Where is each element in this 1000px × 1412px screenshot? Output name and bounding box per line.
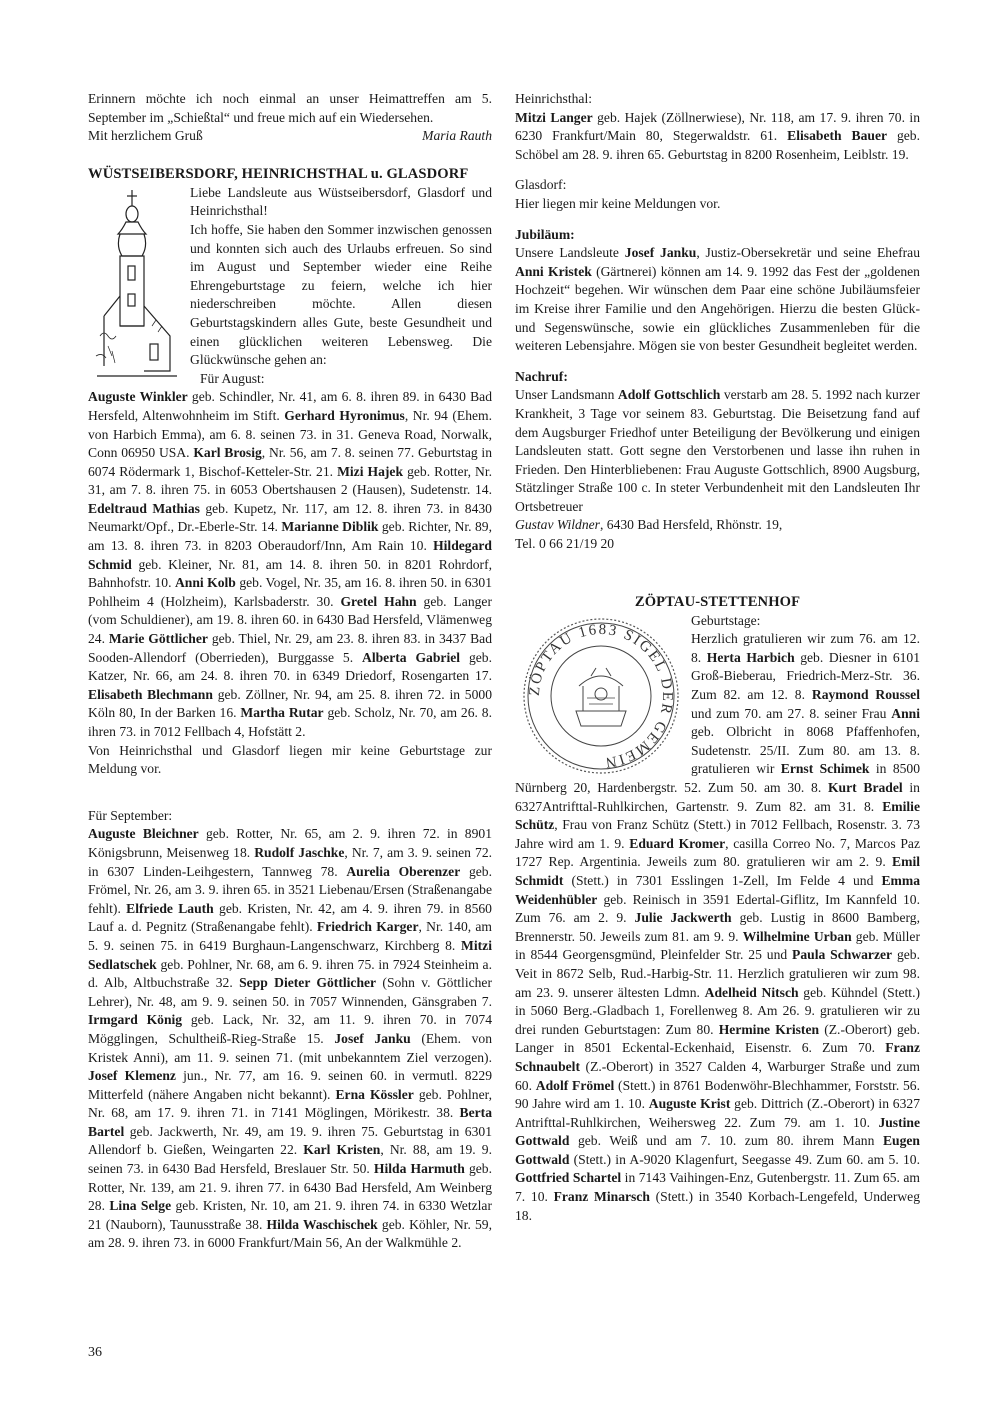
entry-text: (Stett.) in A-9020 Klagenfurt, Seegasse 49. Zum 60. am 5. 10.: [569, 1151, 920, 1167]
person-name: Erna Kössler: [335, 1086, 414, 1102]
entry-text: geb. Kleiner, Nr. 81, am 14. 8. ihren 50. in 8201 Rohrdorf, Bahnhofstr. 10.: [88, 556, 492, 591]
person-name: Paula Schwarzer: [792, 947, 893, 963]
nachruf-text: [515, 386, 920, 516]
seal-stamp-icon: [521, 616, 681, 776]
person-name: Elisabeth Bauer: [787, 128, 888, 144]
heinrichsthal-heading: Heinrichsthal:: [515, 91, 593, 106]
person-name: Alberta Gabriel: [362, 649, 461, 665]
person-name: Mitzi Sedlatschek: [88, 937, 492, 972]
person-name: Gretel Hahn: [340, 593, 417, 609]
author-phone: Tel. 0 66 21/19 20: [515, 536, 615, 552]
closing: Mit herzlichem Gruß: [88, 128, 203, 144]
person-name: Aurelia Oberenzer: [346, 863, 461, 879]
person-name: Ernst Schimek: [780, 761, 870, 777]
entry-text: , casilla Correo No. 7, Marcos Paz 1727 Rep. Argentinia. Jeweils zum 80. gratulieren wir am 2. 9.: [515, 835, 920, 870]
person-name: Mitzi Langer: [515, 109, 593, 125]
entry-text: geb. Kristen, Nr. 42, am 4. 9. ihren 79. in 8560 Lauf a. d. Pegnitz (Straßenangabe fehlt).: [88, 900, 492, 935]
entry-text: geb. Thiel, Nr. 29, am 23. 8. ihren 83. in 3437 Bad Sooden-Allendorf (Oberrieden), Burggasse 5.: [88, 631, 492, 665]
entry-text: geb. Richter, Nr. 89, am 13. 8. ihren 73. in 8203 Oberaudorf/Inn, Am Rain 10.: [88, 519, 492, 554]
entry-text: (Ehem. von Kristek Anni), am 11. 9. seinen 71. (mit unbekanntem Ziel verzogen).: [88, 1030, 492, 1065]
entry-text: geb. Schöbel am 28. 9. ihren 65. Geburtstag in 8200 Rosenheim, Leiblstr. 19.: [515, 128, 920, 162]
jubilaeum-heading: Jubiläum:: [515, 226, 575, 242]
entry-text: geb. Hajek (Zöllnerwiese), Nr. 118, am 17. 9. ihren 70. in 6230 Frankfurt/Main 80, Stegerwaldstr. 61.: [515, 109, 920, 144]
entry-text: (Sohn v. Göttlicher Lehrer), Nr. 48, am 9. 9. seinen 50. in 7057 Winnenden, Gänsgraben 7.: [88, 975, 492, 1009]
entry-text: geb. Diesner in 6101 Groß-Bieberau, Friedrich-Merz-Str. 36. Zum 82. am 12. 8.: [691, 649, 921, 703]
person-name: Anni: [891, 705, 920, 721]
author-address: , 6430 Bad Hersfeld, Rhönstr. 19,: [599, 517, 783, 533]
person-name: Friedrich Karger: [316, 919, 419, 935]
left-column: [88, 90, 492, 1253]
person-name: Sepp Dieter Göttlicher: [239, 975, 377, 991]
person-name: Hildegard Schmid: [88, 538, 492, 572]
entry-text: (Stett.) in 8761 Bodenwöhr-Blechhammer, Forststr. 56. 90 Jahre wird am 1. 10.: [515, 1077, 920, 1112]
entry-text: geb. Dittrich (Z.-Oberort) in 6327 Antrifttal-Ruhlkirchen, Weihersweg 22. Zum 79. am 1. 10.: [515, 1096, 920, 1130]
entry-text: geb. Kristen, Nr. 10, am 21. 9. ihren 74. in 6330 Wetzlar 21 (Nauborn), Taunusstraße 38.: [88, 1198, 492, 1232]
person-name: Edeltraud Mathias: [88, 500, 200, 516]
entry-text: geb. Lack, Nr. 32, am 11. 9. ihren 70. in 7074 Mögglingen, Schultheiß-Rieg-Straße 15.: [88, 1012, 492, 1046]
entry-text: , Nr. 94 (Ehem. von Harbich Emma), am 6. 8. seinen 73. in 31. Geneva Road, Norwalk, Conn 06950 USA.: [88, 407, 492, 461]
entry-text: Herzlich gratulieren wir zum 76. am 12. 8.: [691, 631, 920, 665]
right-column: [515, 90, 920, 1225]
entry-text: geb. Lustig in 8600 Bamberg, Brennerstr. 50. Jeweils zum 81. am 9. 9.: [515, 910, 920, 944]
person-name: Gerhard Hyronimus: [284, 407, 405, 423]
greeting: Liebe Landsleute aus Wüstseibersdorf, Glasdorf und Heinrichsthal!: [190, 184, 492, 219]
person-name: Lina Selge: [109, 1198, 172, 1214]
person-name: Justine Gottwald: [515, 1114, 920, 1149]
entry-text: geb. Frömel, Nr. 26, am 3. 9. ihren 65. in 3521 Liebenau/Ersen (Straßenangabe fehlt).: [88, 863, 492, 916]
entry-text: geb. Reinisch in 3591 Edertal-Giflitz, Im Kannfeld 10. Zum 76. am 2. 9.: [515, 891, 920, 926]
person-name: Josef Klemenz: [88, 1068, 176, 1084]
entry-text: geb. Rotter, Nr. 65, am 2. 9. ihren 72. in 8901 Königsbrunn, Meisenweg 18.: [88, 826, 492, 860]
person-name: Mizi Hajek: [337, 463, 404, 479]
person-name: Marie Göttlicher: [108, 631, 208, 647]
entry-text: (Stett.) in 7301 Esslingen 1-Zell, Im Felde 4 und: [563, 872, 882, 888]
september-heading: Für September:: [88, 807, 173, 823]
person-name: Anni Kolb: [174, 575, 236, 591]
intro-text: Ich hoffe, Sie haben den Sommer inzwischen genossen und konnten sich auch des Urlaubs erfreuen. So sind im August und September wieder eine Reihe Ehrengeburtstage zu feiern, welche ich hier niederschreiben möchte. Allen diesen Geburtstagskindern alles Gute, beste Gesundheit und einen glücklichen weiteren Lebensweg. Die Glückwünsche gehen an:: [190, 221, 492, 368]
entry-text: geb. Veit in 8672 Selb, Rud.-Harbig-Str. 11. Herzlich gratulieren wir zum 98. am 23. 9. unserer ältesten Ldmn.: [515, 947, 920, 1000]
person-name: Elfriede Lauth: [126, 900, 214, 916]
jubilaeum-name-1: Josef Janku: [624, 245, 697, 261]
entry-text: geb. Rotter, Nr. 31, am 7. 8. ihren 75. in 6053 Obertshausen 2 (Hausen), Sudetenstr. 14.: [88, 463, 492, 498]
signature: Maria Rauth: [422, 128, 492, 144]
person-name: Emma Weidenhübler: [515, 872, 920, 907]
entry-text: geb. Kühndel (Stett.) in 5060 Berg.-Gladbach 1, Forellenweg 8. Am 26. 9. gratulieren wir zu drei runden Geburtstagen: Zum 80.: [515, 984, 920, 1037]
person-name: Gottfried Schartel: [515, 1170, 622, 1186]
entry-text: geb. Rotter, Nr. 139, am 21. 9. ihren 77. in 6430 Bad Hersfeld, Am Weinberg 28.: [88, 1161, 492, 1214]
person-name: Hermine Kristen: [718, 1021, 820, 1037]
entry-text: geb. Katzer, Nr. 66, am 24. 8. ihren 70. in 6349 Driedorf, Rosengarten 17.: [88, 649, 492, 684]
nachruf-t2: verstarb am 28. 5. 1992 nach kurzer Krankheit, 3 Tage vor seinem 83. Geburtstag. Die Beisetzung fand auf dem Augsburger Friedhof unter Beteiligung der Bevölkerung und einigen Landsleuten statt. Gott segne den Verstorbenen und lasse ihn ruhen in Frieden. Den Hinterbliebenen: Frau Auguste Gottschlich, 8900 Augsburg, Stätzlinger Straße 100 c. In steter Verbundenheit mit den Landsleuten Ihr Ortsbetreuer: [515, 387, 920, 514]
entry-text: (Z.-Oberort) in 3527 Calden 4, Warburger Straße und zum 60.: [515, 1058, 920, 1093]
person-name: Irmgard König: [88, 1012, 183, 1028]
heinrichsthal-entries: [515, 109, 920, 165]
zoeptau-title: ZÖPTAU-STETTENHOF: [634, 593, 801, 610]
person-name: Karl Brosig: [193, 445, 262, 461]
person-name: Auguste Winkler: [88, 389, 188, 405]
entry-text: , Nr. 56, am 7. 8. seinen 77. Geburtstag in 6074 Rödermark 1, Bischof-Ketteler-Str. 21.: [88, 445, 492, 479]
person-name: Martha Rutar: [240, 705, 324, 721]
entry-text: geb. Kupetz, Nr. 117, am 12. 8. ihren 73. in 8430 Neumarkt/Opf., Dr.-Eberle-Str. 14.: [88, 500, 492, 535]
person-name: Adelheid Nitsch: [704, 984, 799, 1000]
svg-text:ZÖPTAU 1683 SIGEL DER GEMEIN: ZÖPTAU 1683 SIGEL DER GEMEIN: [526, 621, 676, 770]
entry-text: geb. Vogel, Nr. 35, am 16. 8. ihren 50. in 6301 Pohlheim 4 (Holzheim), Karlsbaderstr. 30.: [88, 575, 492, 609]
entry-text: (Z.-Oberort) geb. Langer in 8501 Eckental-Eckenhaid, Eisenstr. 6. Zum 70.: [515, 1021, 920, 1056]
person-name: Herta Harbich: [706, 649, 795, 665]
person-name: Auguste Bleichner: [88, 826, 199, 842]
person-name: Adolf Frömel: [535, 1077, 615, 1093]
august-heading: Für August:: [200, 370, 265, 386]
entry-text: geb. Pohlner, Nr. 68, am 6. 9. ihren 75. in 7924 Steinheim a. d. Alb, Altbuchstraße 32.: [88, 956, 492, 991]
author-line: [515, 516, 920, 535]
entry-text: geb. Weiß und am 7. 10. zum 80. ihrem Mann: [569, 1133, 883, 1149]
nachruf-t1: Unser Landsmann: [515, 387, 618, 403]
entry-text: , Nr. 88, am 19. 9. seinen 73. in 6430 Bad Hersfeld, Breslauer Str. 50.: [88, 1142, 492, 1177]
entry-text: in 6327Antrifttal-Ruhlkirchen, Gartenstr. 9. Zum 82. am 31. 8.: [515, 780, 920, 814]
person-name: Auguste Krist: [648, 1096, 731, 1112]
section-title: WÜSTSEIBERSDORF, HEINRICHSTHAL u. GLASDORF: [88, 165, 469, 182]
nachruf-heading: Nachruf:: [515, 368, 568, 384]
entry-text: und zum 70. am 27. 8. seiner Frau: [691, 705, 892, 721]
entry-text: geb. Scholz, Nr. 70, am 26. 8. ihren 73. in 7012 Fellbach 4, Hofstätt 2.: [88, 705, 492, 739]
entry-text: geb. Olbricht in 8068 Pfaffenhofen, Sudetenstr. 25/II. Zum 80. am 13. 8. gratulieren wir: [691, 724, 920, 777]
intro-paragraph: Erinnern möchte ich noch einmal an unser Heimattreffen am 5. September im „Schießtal“ und freue mich auf ein Wiedersehen.: [88, 91, 492, 125]
person-name: Elisabeth Blechmann: [88, 686, 213, 702]
person-name: Karl Kristen: [303, 1142, 381, 1158]
jubilaeum-text: [515, 244, 920, 356]
person-name: Emil Schmidt: [515, 854, 920, 888]
person-name: Franz Schnaubelt: [515, 1040, 920, 1074]
entry-text: (Stett.) in 3540 Korbach-Lengefeld, Underweg 18.: [515, 1189, 920, 1223]
person-name: Berta Bartel: [88, 1105, 492, 1139]
jubilaeum-t3: (Gärtnerei) können am 14. 9. 1992 das Fest der „goldenen Hochzeit“ begehen. Wir wünschen dem Paar eine schöne Jubiläumsfeier im Kreise ihrer Familie und den Angehörigen. Hierzu die besten Glück- und Segenswünsche, sowie ein glückliches Zusammenleben für die weiteren Lebensjahre. Mögen sie von bester Gesundheit begleitet werden.: [515, 263, 920, 354]
entry-text: geb. Zöllner, Nr. 94, am 25. 8. ihren 72. in 5000 Köln 80, In der Barken 16.: [88, 686, 492, 721]
person-name: Josef Janku: [334, 1030, 411, 1046]
september-entries: [88, 825, 492, 1253]
jubilaeum-t2: , Justiz-Obersekretär und seine Ehefrau: [696, 245, 921, 261]
nachruf-name: Adolf Gottschlich: [617, 387, 721, 403]
entry-text: geb. Pohlner, Nr. 68, am 17. 9. ihren 71. in 7141 Möglingen, Mörikestr. 38.: [88, 1086, 493, 1121]
entry-text: , Nr. 7, am 3. 9. seinen 72. in 6307 Linden-Leihgestern, Tannweg 78.: [88, 844, 493, 879]
entry-text: , Nr. 140, am 5. 9. seinen 75. in 6419 Burghaun-Langenschwarz, Kirchberg 8.: [88, 919, 492, 953]
jubilaeum-name-2: Anni Kristek: [515, 263, 592, 279]
page-number: 36: [88, 1345, 102, 1360]
church-tower-drawing: [92, 186, 182, 386]
entry-text: geb. Jackwerth, Nr. 49, am 19. 9. ihren 75. Geburtstag in 6301 Allendorf b. Gießen, Weingarten 22.: [88, 1123, 492, 1158]
jubilaeum-t1: Unsere Landsleute: [515, 245, 625, 261]
person-name: Kurt Bradel: [827, 780, 903, 795]
entry-text: in 7143 Vaihingen-Enz, Gutenbergstr. 11. Zum 65. am 7. 10.: [515, 1170, 921, 1205]
entry-text: jun., Nr. 77, am 16. 9. seinen 60. in vermutl. 8229 Mitterfeld (nähere Angaben nicht bekannt).: [88, 1068, 492, 1102]
person-name: Wilhelmine Urban: [742, 928, 852, 944]
person-name: Raymond Roussel: [811, 687, 920, 703]
august-note: Von Heinrichsthal und Glasdorf liegen mir keine Geburtstage zur Meldung vor.: [88, 742, 492, 777]
person-name: Julie Jackwerth: [634, 910, 732, 926]
closing-line: [88, 127, 492, 146]
person-name: Hilda Waschischek: [266, 1216, 378, 1232]
person-name: Franz Minarsch: [553, 1189, 650, 1205]
geburtstage-label: Geburtstage:: [691, 612, 761, 628]
person-name: Emilie Schütz: [515, 798, 920, 833]
person-name: Rudolf Jaschke: [254, 844, 345, 860]
person-name: Eugen Gottwald: [515, 1133, 920, 1167]
entry-text: in 8500 Nürnberg 20, Hardenbergstr. 52. Zum 50. am 30. 8.: [515, 761, 921, 795]
author-name: Gustav Wildner: [515, 517, 600, 533]
entry-text: geb. Köhler, Nr. 59, am 28. 9. ihren 73. in 6000 Frankfurt/Main 56, An der Walkmühle 2.: [88, 1216, 492, 1251]
glasdorf-text: Hier liegen mir keine Meldungen vor.: [515, 195, 721, 211]
entry-text: geb. Langer (vom Schuldiener), am 19. 8. ihren 60. in 6430 Bad Hersfeld, Vlämenweg 24.: [88, 593, 492, 647]
entry-text: , Frau von Franz Schütz (Stett.) in 7012 Fellbach, Rosenstr. 3. 73 Jahre wird am 1. 9.: [515, 817, 920, 851]
person-name: Marianne Diblik: [281, 519, 379, 535]
person-name: Eduard Kromer: [629, 835, 726, 851]
glasdorf-heading: Glasdorf:: [515, 177, 567, 193]
person-name: Hilda Harmuth: [373, 1161, 465, 1177]
entry-text: geb. Müller in 8544 Georgensgmünd, Pleinfelder Str. 25 und: [515, 928, 920, 963]
entry-text: geb. Schindler, Nr. 41, am 6. 8. ihren 89. in 6430 Bad Hersfeld, Altenwohnheim im Stift.: [88, 389, 493, 423]
august-entries: [88, 388, 492, 741]
